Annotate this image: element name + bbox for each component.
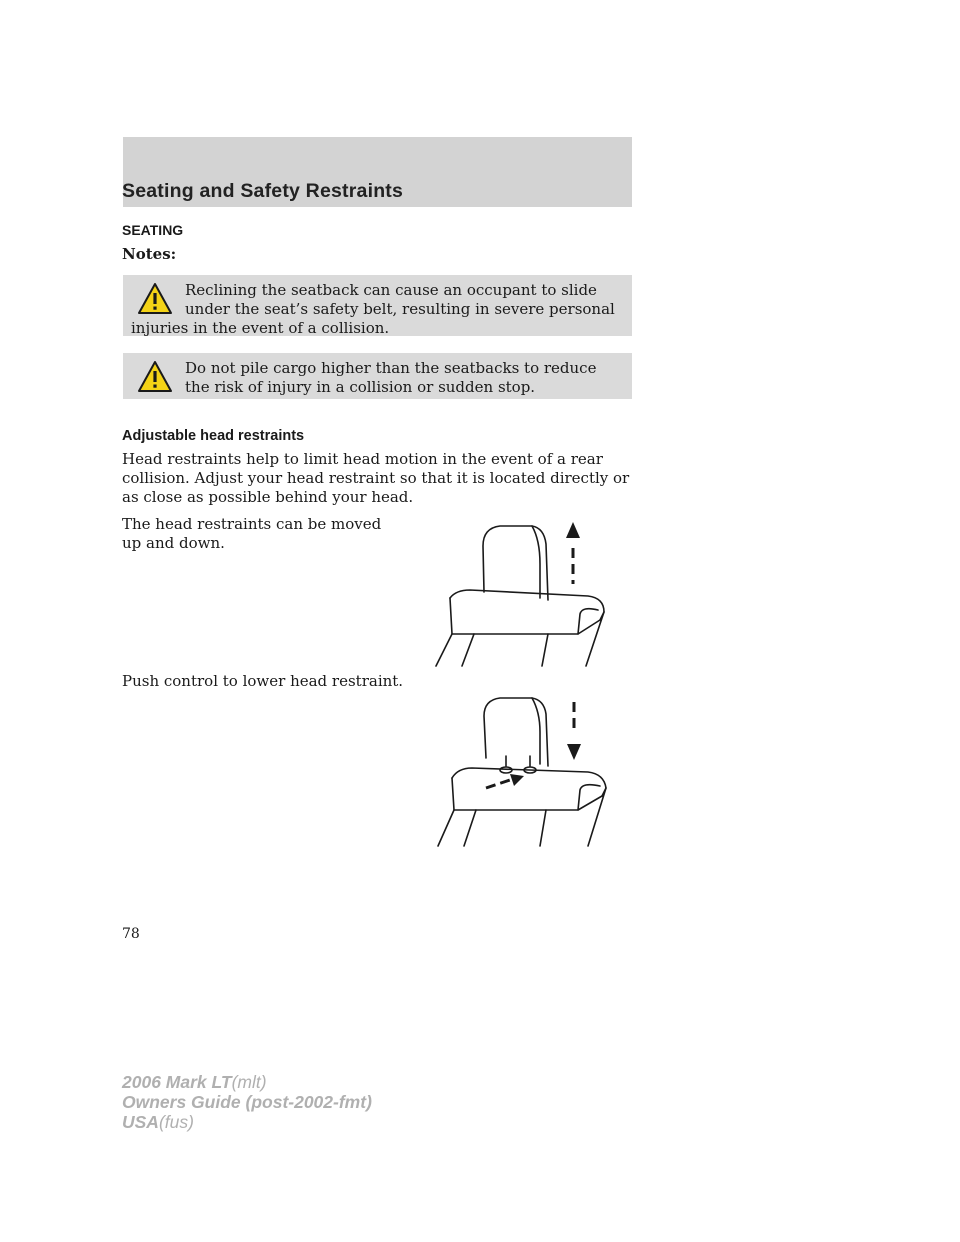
head-restraints-heading: Adjustable head restraints: [122, 428, 305, 444]
section-heading: SEATING: [122, 222, 184, 238]
head-restraints-lower-text: Push control to lower head restraint.: [122, 672, 404, 690]
head-restraints-move-text: The head restraints can be moved up and down.: [122, 515, 382, 552]
head-restraint-lower-illustration: [428, 692, 618, 850]
warning-box-recline: [123, 275, 632, 336]
notes-label: Notes:: [122, 245, 177, 263]
warning-triangle-icon: [137, 359, 173, 395]
page-number: 78: [122, 926, 140, 942]
warning-text-cargo: Do not pile cargo higher than the seatbacks to reduce the risk of injury in a collision or sudden stop.: [185, 359, 597, 396]
footer-market: USA: [122, 1112, 159, 1132]
footer-model-code: (mlt): [231, 1072, 267, 1092]
page-title: Seating and Safety Restraints: [122, 180, 404, 202]
warning-text-recline: Reclining the seatback can cause an occupant to slide under the seat’s safety belt, resulting in severe personal injuries in the event of a collision.: [131, 281, 615, 337]
head-restraints-intro: Head restraints help to limit head motion in the event of a rear collision. Adjust your head restraint so that it is located directly or as close as possible behind your head.: [122, 450, 630, 506]
footer-document-info: [122, 1072, 372, 1132]
footer-model: 2006 Mark LT: [122, 1072, 232, 1092]
warning-triangle-icon: [137, 281, 173, 317]
head-restraint-raise-illustration: [428, 514, 618, 674]
warning-box-cargo: [123, 353, 632, 399]
footer-guide-type: Owners Guide (post-2002-fmt): [122, 1092, 372, 1112]
footer-market-code: (fus): [158, 1112, 194, 1132]
